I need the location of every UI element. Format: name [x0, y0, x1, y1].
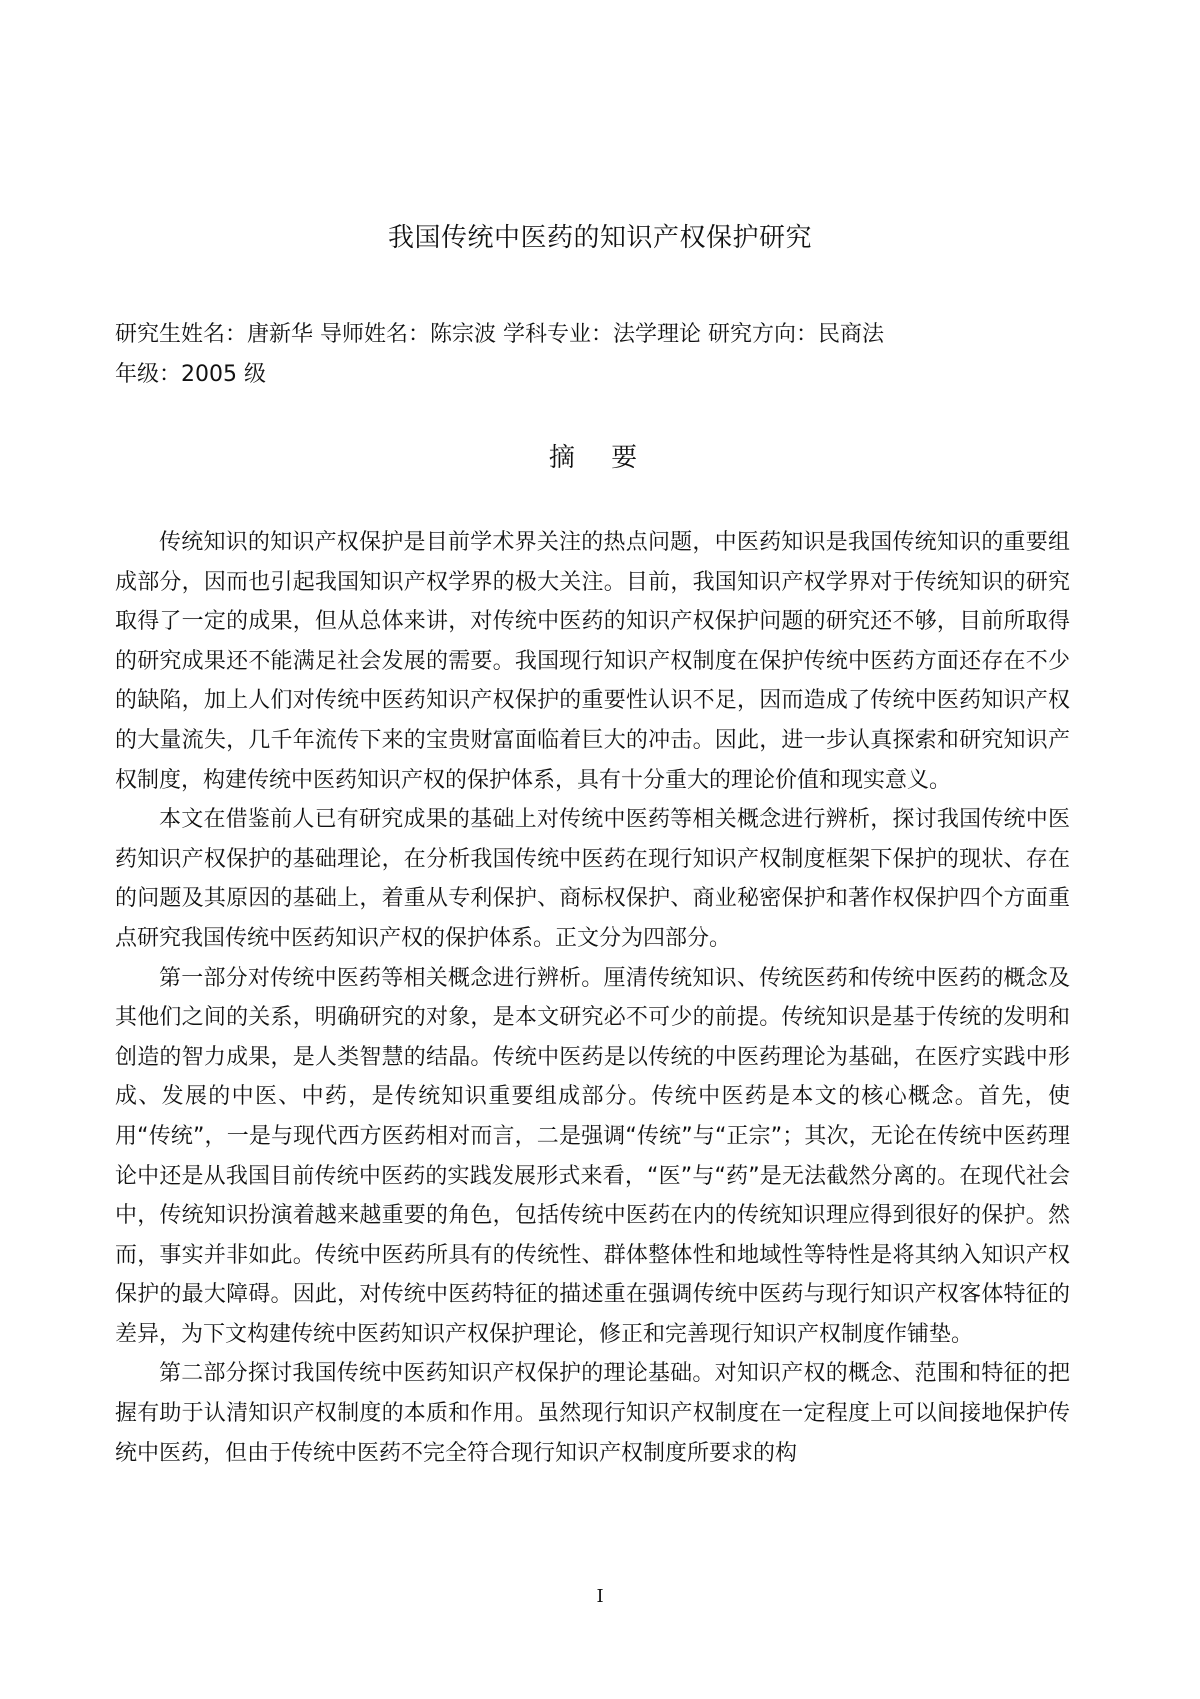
abstract-paragraph-3: 第一部分对传统中医药等相关概念进行辨析。厘清传统知识、传统医药和传统中医药的概念及其他们之间的关系，明确研究的对象，是本文研究必不可少的前提。传统知识是基于传统的发明和创造的智力成果，是人类智慧的结晶。传统中医药是以传统的中医药理论为基础，在医疗实践中形成、发展的中医、中药，是传统知识重要组成部分。传统中医药是本文的核心概念。首先，使用“传统”，一是与现代西方医药相对而言，二是强调“传统”与“正宗”；其次，无论在传统中医药理论中还是从我国目前传统中医药的实践发展形式来看，“医”与“药”是无法截然分离的。在现代社会中，传统知识扮演着越来越重要的角色，包括传统中医药在内的传统知识理应得到很好的保护。然而，事实并非如此。传统中医药所具有的传统性、群体整体性和地域性等特性是将其纳入知识产权保护的最大障碍。因此，对传统中医药特征的描述重在强调传统中医药与现行知识产权客体特征的差异，为下文构建传统中医药知识产权保护理论，修正和完善现行知识产权制度作铺垫。	[115, 965, 1070, 1347]
document-title: 我国传统中医药的知识产权保护研究	[387, 223, 812, 253]
abstract-body	[115, 523, 1070, 1473]
abstract-heading: 摘 要	[548, 443, 652, 473]
abstract-paragraph-4: 第二部分探讨我国传统中医药知识产权保护的理论基础。对知识产权的概念、范围和特征的把握有助于认清知识产权制度的本质和作用。虽然现行知识产权制度在一定程度上可以间接地保护传统中医药，但由于传统中医药不完全符合现行知识产权制度所要求的构	[115, 1361, 1070, 1466]
abstract-paragraph-2: 本文在借鉴前人已有研究成果的基础上对传统中医药等相关概念进行辨析，探讨我国传统中医药知识产权保护的基础理论，在分析我国传统中医药在现行知识产权制度框架下保护的现状、存在的问题及其原因的基础上，着重从专利保护、商标权保护、商业秘密保护和著作权保护四个方面重点研究我国传统中医药知识产权的保护体系。正文分为四部分。	[115, 807, 1070, 951]
grade-info-line: 年级：2005 级	[115, 362, 266, 387]
page-number: I	[596, 1586, 604, 1607]
author-info-line: 研究生姓名：唐新华 导师姓名：陈宗波 学科专业：法学理论 研究方向：民商法	[115, 322, 884, 347]
abstract-paragraph-1: 传统知识的知识产权保护是目前学术界关注的热点问题，中医药知识是我国传统知识的重要组成部分，因而也引起我国知识产权学界的极大关注。目前，我国知识产权学界对于传统知识的研究取得了一定的成果，但从总体来讲，对传统中医药的知识产权保护问题的研究还不够，目前所取得的研究成果还不能满足社会发展的需要。我国现行知识产权制度在保护传统中医药方面还存在不少的缺陷，加上人们对传统中医药知识产权保护的重要性认识不足，因而造成了传统中医药知识产权的大量流失，几千年流传下来的宝贵财富面临着巨大的冲击。因此，进一步认真探索和研究知识产权制度，构建传统中医药知识产权的保护体系，具有十分重大的理论价值和现实意义。	[115, 530, 1070, 793]
